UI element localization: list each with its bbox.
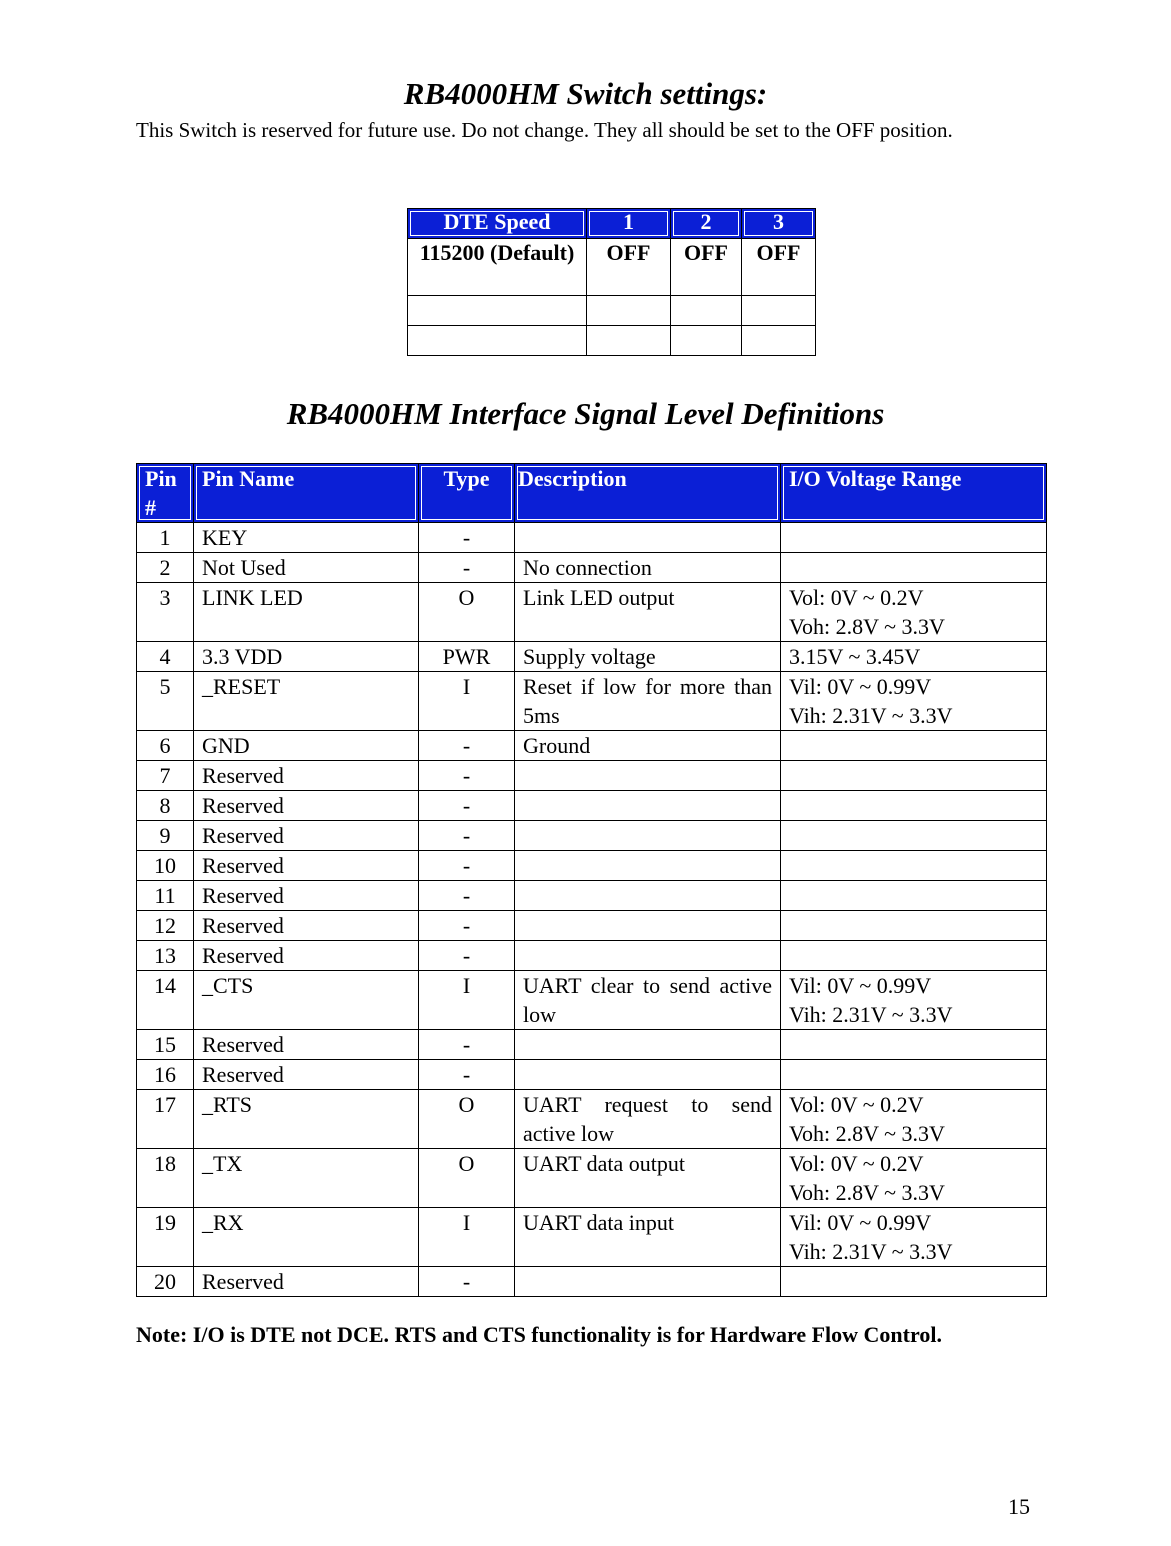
- pin-type-cell: O: [419, 1090, 515, 1149]
- pin-number-cell: 13: [137, 941, 194, 971]
- header-cell: 2: [671, 209, 742, 239]
- table-row: [137, 672, 1047, 731]
- pin-type-cell: O: [419, 583, 515, 642]
- voltage-range-cell: [781, 731, 1047, 761]
- pin-number-cell: 18: [137, 1149, 194, 1208]
- pin-type-cell: -: [419, 553, 515, 583]
- pin-type-cell: -: [419, 941, 515, 971]
- voltage-range-cell: [781, 941, 1047, 971]
- pin-name-cell: Reserved: [194, 1267, 419, 1297]
- pin-type-cell: -: [419, 821, 515, 851]
- pin-name-cell: Reserved: [194, 851, 419, 881]
- description-cell: [515, 851, 781, 881]
- table-row: [137, 1030, 1047, 1060]
- table-cell: [408, 296, 587, 326]
- voltage-range-cell: [781, 911, 1047, 941]
- pin-name-cell: Reserved: [194, 791, 419, 821]
- table-row: [137, 911, 1047, 941]
- signal-table-header-row: [137, 464, 1047, 523]
- voltage-line: Vih: 2.31V ~ 3.3V: [789, 703, 953, 728]
- table-row: [137, 971, 1047, 1030]
- voltage-range-cell: [781, 851, 1047, 881]
- description-cell: [515, 523, 781, 553]
- pin-name-cell: _RTS: [194, 1090, 419, 1149]
- switch-settings-title: RB4000HM Switch settings:: [403, 76, 768, 111]
- pin-type-cell: -: [419, 761, 515, 791]
- voltage-line: 3.15V ~ 3.45V: [789, 644, 921, 669]
- pin-type-cell: -: [419, 1030, 515, 1060]
- footnote: Note: I/O is DTE not DCE. RTS and CTS functionality is for Hardware Flow Control.: [136, 1322, 942, 1347]
- table-row: [137, 941, 1047, 971]
- table-cell: [408, 326, 587, 356]
- voltage-line: Vih: 2.31V ~ 3.3V: [789, 1002, 953, 1027]
- switch-table-header-row: [408, 209, 816, 239]
- pin-number-cell: 8: [137, 791, 194, 821]
- pin-number-cell: 17: [137, 1090, 194, 1149]
- header-cell: Pin #: [137, 464, 194, 523]
- pin-name-cell: LINK LED: [194, 583, 419, 642]
- pin-type-cell: -: [419, 731, 515, 761]
- voltage-line: Vil: 0V ~ 0.99V: [789, 973, 932, 998]
- table-row: [137, 1090, 1047, 1149]
- description-cell: [515, 941, 781, 971]
- switch-state-cell: OFF: [671, 239, 742, 296]
- pin-number-cell: 12: [137, 911, 194, 941]
- header-cell: 3: [742, 209, 816, 239]
- description-cell: No connection: [515, 553, 781, 583]
- pin-name-cell: Reserved: [194, 941, 419, 971]
- description-cell: UART request to send active low: [515, 1090, 781, 1149]
- pin-name-cell: Reserved: [194, 911, 419, 941]
- voltage-range-cell: [781, 1060, 1047, 1090]
- voltage-line: Vol: 0V ~ 0.2V: [789, 585, 924, 610]
- table-cell: [742, 296, 816, 326]
- table-row: [137, 731, 1047, 761]
- table-row: [137, 1208, 1047, 1267]
- voltage-line: Vil: 0V ~ 0.99V: [789, 1210, 932, 1235]
- table-cell: [587, 326, 671, 356]
- pin-type-cell: I: [419, 1208, 515, 1267]
- voltage-range-cell: [781, 642, 1047, 672]
- description-cell: [515, 791, 781, 821]
- header-cell: Type: [419, 464, 515, 523]
- interface-section-title: RB4000HM Interface Signal Level Definitions: [286, 396, 885, 431]
- pin-number-cell: 4: [137, 642, 194, 672]
- description-cell: Reset if low for more than 5ms: [515, 672, 781, 731]
- interface-signal-table: [136, 463, 1047, 1297]
- description-cell: [515, 1267, 781, 1297]
- header-cell: I/O Voltage Range: [781, 464, 1047, 523]
- description-cell: [515, 911, 781, 941]
- pin-number-cell: 19: [137, 1208, 194, 1267]
- voltage-line: Vol: 0V ~ 0.2V: [789, 1151, 924, 1176]
- table-row: [408, 239, 816, 296]
- pin-number-cell: 11: [137, 881, 194, 911]
- voltage-line: Voh: 2.8V ~ 3.3V: [789, 1121, 945, 1146]
- pin-type-cell: I: [419, 971, 515, 1030]
- pin-number-cell: 9: [137, 821, 194, 851]
- pin-number-cell: 1: [137, 523, 194, 553]
- pin-number-cell: 2: [137, 553, 194, 583]
- pin-number-cell: 6: [137, 731, 194, 761]
- voltage-line: Voh: 2.8V ~ 3.3V: [789, 614, 945, 639]
- table-row: [408, 326, 816, 356]
- pin-name-cell: KEY: [194, 523, 419, 553]
- voltage-range-cell: [781, 1149, 1047, 1208]
- page-number: 15: [1008, 1494, 1030, 1519]
- pin-name-cell: Not Used: [194, 553, 419, 583]
- pin-name-cell: GND: [194, 731, 419, 761]
- table-cell: [742, 326, 816, 356]
- voltage-range-cell: [781, 583, 1047, 642]
- pin-type-cell: -: [419, 1267, 515, 1297]
- pin-number-cell: 15: [137, 1030, 194, 1060]
- table-row: [137, 791, 1047, 821]
- description-cell: Supply voltage: [515, 642, 781, 672]
- voltage-range-cell: [781, 523, 1047, 553]
- voltage-range-cell: [781, 1090, 1047, 1149]
- description-cell: [515, 761, 781, 791]
- pin-type-cell: -: [419, 881, 515, 911]
- pin-number-cell: 3: [137, 583, 194, 642]
- switch-state-cell: OFF: [587, 239, 671, 296]
- pin-type-cell: -: [419, 523, 515, 553]
- voltage-range-cell: [781, 971, 1047, 1030]
- voltage-line: Vil: 0V ~ 0.99V: [789, 674, 932, 699]
- pin-name-cell: _CTS: [194, 971, 419, 1030]
- pin-type-cell: PWR: [419, 642, 515, 672]
- table-cell: [671, 296, 742, 326]
- pin-type-cell: -: [419, 791, 515, 821]
- description-cell: Link LED output: [515, 583, 781, 642]
- table-row: [137, 523, 1047, 553]
- pin-name-cell: _RESET: [194, 672, 419, 731]
- description-cell: Ground: [515, 731, 781, 761]
- description-cell: UART data input: [515, 1208, 781, 1267]
- voltage-line: Voh: 2.8V ~ 3.3V: [789, 1180, 945, 1205]
- voltage-range-cell: [781, 1208, 1047, 1267]
- voltage-range-cell: [781, 672, 1047, 731]
- pin-number-cell: 5: [137, 672, 194, 731]
- voltage-range-cell: [781, 881, 1047, 911]
- voltage-line: Vol: 0V ~ 0.2V: [789, 1092, 924, 1117]
- switch-intro-text: This Switch is reserved for future use. Do not change. They all should be set to the OFF position.: [136, 118, 953, 142]
- description-cell: [515, 881, 781, 911]
- table-row: [137, 642, 1047, 672]
- table-row: [137, 851, 1047, 881]
- table-row: [408, 296, 816, 326]
- table-row: [137, 1060, 1047, 1090]
- pin-number-cell: 7: [137, 761, 194, 791]
- description-cell: UART data output: [515, 1149, 781, 1208]
- table-row: [137, 881, 1047, 911]
- table-row: [137, 761, 1047, 791]
- table-row: [137, 1149, 1047, 1208]
- dte-speed-cell: 115200 (Default): [408, 239, 587, 296]
- description-cell: [515, 1060, 781, 1090]
- pin-number-cell: 14: [137, 971, 194, 1030]
- signal-table-body: [137, 523, 1047, 1297]
- table-cell: [671, 326, 742, 356]
- voltage-range-cell: [781, 791, 1047, 821]
- voltage-line: Vih: 2.31V ~ 3.3V: [789, 1239, 953, 1264]
- voltage-range-cell: [781, 1267, 1047, 1297]
- switch-settings-table: [407, 208, 816, 356]
- pin-type-cell: O: [419, 1149, 515, 1208]
- voltage-range-cell: [781, 553, 1047, 583]
- pin-name-cell: 3.3 VDD: [194, 642, 419, 672]
- table-row: [137, 553, 1047, 583]
- pin-type-cell: -: [419, 851, 515, 881]
- pin-name-cell: _TX: [194, 1149, 419, 1208]
- table-row: [137, 1267, 1047, 1297]
- pin-name-cell: Reserved: [194, 1060, 419, 1090]
- pin-name-cell: Reserved: [194, 761, 419, 791]
- header-cell: DTE Speed: [408, 209, 587, 239]
- switch-state-cell: OFF: [742, 239, 816, 296]
- voltage-range-cell: [781, 1030, 1047, 1060]
- pin-type-cell: -: [419, 911, 515, 941]
- table-row: [137, 583, 1047, 642]
- voltage-range-cell: [781, 821, 1047, 851]
- pin-number-cell: 20: [137, 1267, 194, 1297]
- pin-number-cell: 16: [137, 1060, 194, 1090]
- description-cell: UART clear to send active low: [515, 971, 781, 1030]
- description-cell: [515, 1030, 781, 1060]
- pin-name-cell: Reserved: [194, 821, 419, 851]
- description-cell: [515, 821, 781, 851]
- header-cell: 1: [587, 209, 671, 239]
- pin-name-cell: Reserved: [194, 881, 419, 911]
- header-cell: Description: [515, 464, 781, 523]
- table-row: [137, 821, 1047, 851]
- voltage-range-cell: [781, 761, 1047, 791]
- pin-number-cell: 10: [137, 851, 194, 881]
- pin-type-cell: -: [419, 1060, 515, 1090]
- pin-name-cell: Reserved: [194, 1030, 419, 1060]
- table-cell: [587, 296, 671, 326]
- header-cell: Pin Name: [194, 464, 419, 523]
- pin-name-cell: _RX: [194, 1208, 419, 1267]
- pin-type-cell: I: [419, 672, 515, 731]
